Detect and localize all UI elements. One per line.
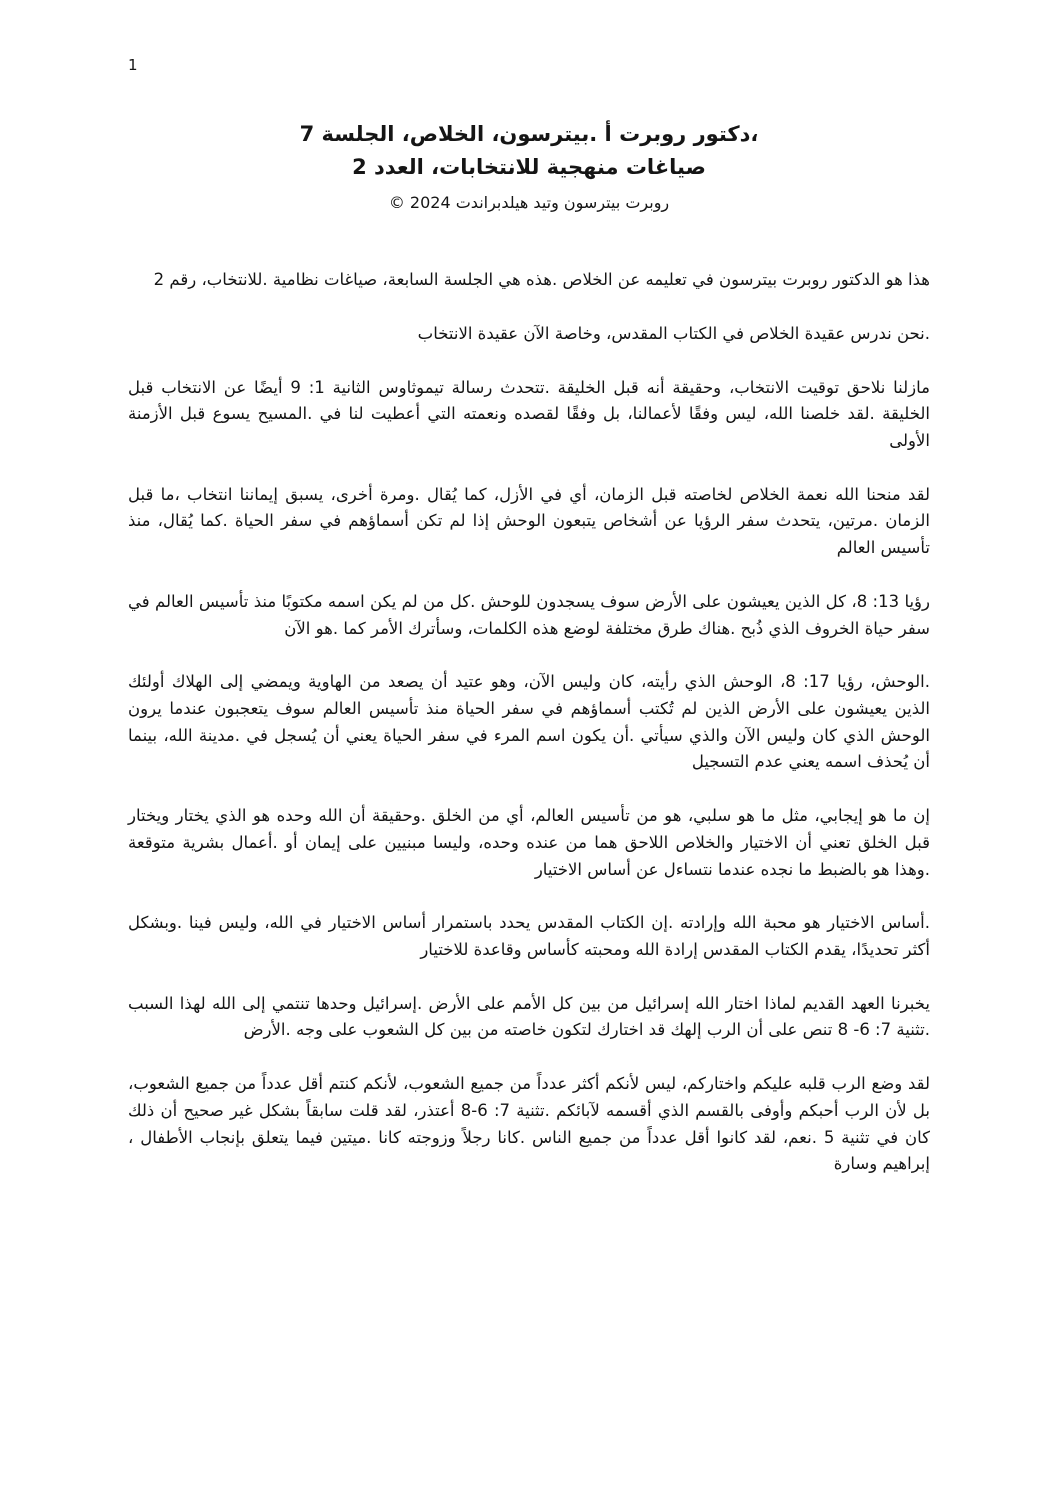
paragraph: رؤيا 13: 8، كل الذين يعيشون على الأرض سوف يسجدون للوحش .كل من لم يكن اسمه مكتوبًا منذ تأسيس العالم في سفر حياة الخروف الذي ذُبح .هناك طرق مختلفة لوضع هذه الكلمات، وسأترك الأمر كما .هو الآن: [128, 591, 930, 638]
paragraph: يخبرنا العهد القديم لماذا اختار الله إسرائيل من بين كل الأمم على الأرض .إسرائيل وحدها تنتمي إلى الله لهذا السبب .تثنية 7: 6- 8 تنص على أن الرب إلهك قد اختارك لتكون خاصته من بين كل الشعوب على وجه .الأرض: [128, 993, 930, 1040]
paragraph: مازلنا نلاحق توقيت الانتخاب، وحقيقة أنه قبل الخليقة .تتحدث رسالة تيموثاوس الثانية 1: 9 أيضًا عن الانتخاب قبل الخليقة .لقد خلصنا الله، ليس وفقًا لأعمالنا، بل وفقًا لقصده ونعمته التي أعطيت لنا في .المسيح يسوع قبل الأزمنة الأولى: [128, 377, 930, 450]
paragraph: .نحن ندرس عقيدة الخلاص في الكتاب المقدس، وخاصة الآن عقيدة الانتخاب: [417, 323, 930, 343]
copyright-line: روبرت بيترسون وتيد هيلدبراندت 2024 ©: [388, 193, 670, 213]
document-body: [128, 267, 930, 1178]
paragraph: لقد منحنا الله نعمة الخلاص لخاصته قبل الزمان، أي في الأزل، كما يُقال .ومرة أخرى، يسبق إيماننا انتخاب ،ما قبل الزمان .مرتين، يتحدث سفر الرؤيا عن أشخاص يتبعون الوحش إذا لم تكن أسماؤهم في سفر الحياة .كما يُقال، منذ تأسيس العالم: [128, 484, 930, 558]
page-number: 1: [128, 56, 138, 74]
document-title-line-1: ،دكتور روبرت أ .بيترسون، الخلاص، الجلسة 7: [299, 122, 759, 146]
paragraph: .الوحش، رؤيا 17: 8، الوحش الذي رأيته، كان وليس الآن، وهو عتيد أن يصعد من الهاوية ويمضي إلى الهلاك أولئك الذين يعيشون على الأرض الذين لم تُكتب أسماؤهم في سفر الحياة منذ تأسيس العالم سوف يتعجبون عندما يرون الوحش الذي كان وليس الآن والذي سيأتي .أن يكون اسم المرء في سفر الحياة يعني أن يُسجل في .مدينة الله، بينما أن يُحذف اسمه يعني عدم التسجيل: [128, 672, 931, 772]
document-title-line-2: صياغات منهجية للانتخابات، العدد 2: [352, 154, 706, 179]
paragraph: هذا هو الدكتور روبرت بيترسون في تعليمه عن الخلاص .هذه هي الجلسة السابعة، صياغات نظامية .للانتخاب، رقم 2: [153, 270, 930, 290]
paragraph: .أساس الاختيار هو محبة الله وإرادته .إن الكتاب المقدس يحدد باستمرار أساس الاختيار في الله، وليس فينا .وبشكل أكثر تحديدًا، يقدم الكتاب المقدس إرادة الله ومحبته كأساس وقاعدة للاختيار: [128, 913, 930, 960]
paragraph: إن ما هو إيجابي، مثل ما هو سلبي، هو من تأسيس العالم، أي من الخلق .وحقيقة أن الله وحده هو الذي يختار ويختار قبل الخلق تعني أن الاختيار والخلاص اللاحق هما من عنده وحده، وليسا مبنيين على إيمان أو .أعمال بشرية متوقعة .وهذا هو بالضبط ما نجده عندما نتساءل عن أساس الاختيار: [128, 806, 930, 879]
title-block: [128, 118, 930, 215]
paragraph: لقد وضع الرب قلبه عليكم واختاركم، ليس لأنكم أكثر عدداً من جميع الشعوب، لأنكم كنتم أقل عدداً من جميع الشعوب، بل لأن الرب أحبكم وأوفى بالقسم الذي أقسمه لآبائكم .تثنية 7: 6-8 أعتذر، لقد قلت سابقاً بشكل غير صحيح أن ذلك كان في تثنية 5 .نعم، لقد كانوا أقل عدداً من جميع الناس .كانا رجلاً وزوجته كانا .ميتين فيما يتعلق بإنجاب الأطفال ، إبراهيم وسارة: [128, 1074, 931, 1174]
